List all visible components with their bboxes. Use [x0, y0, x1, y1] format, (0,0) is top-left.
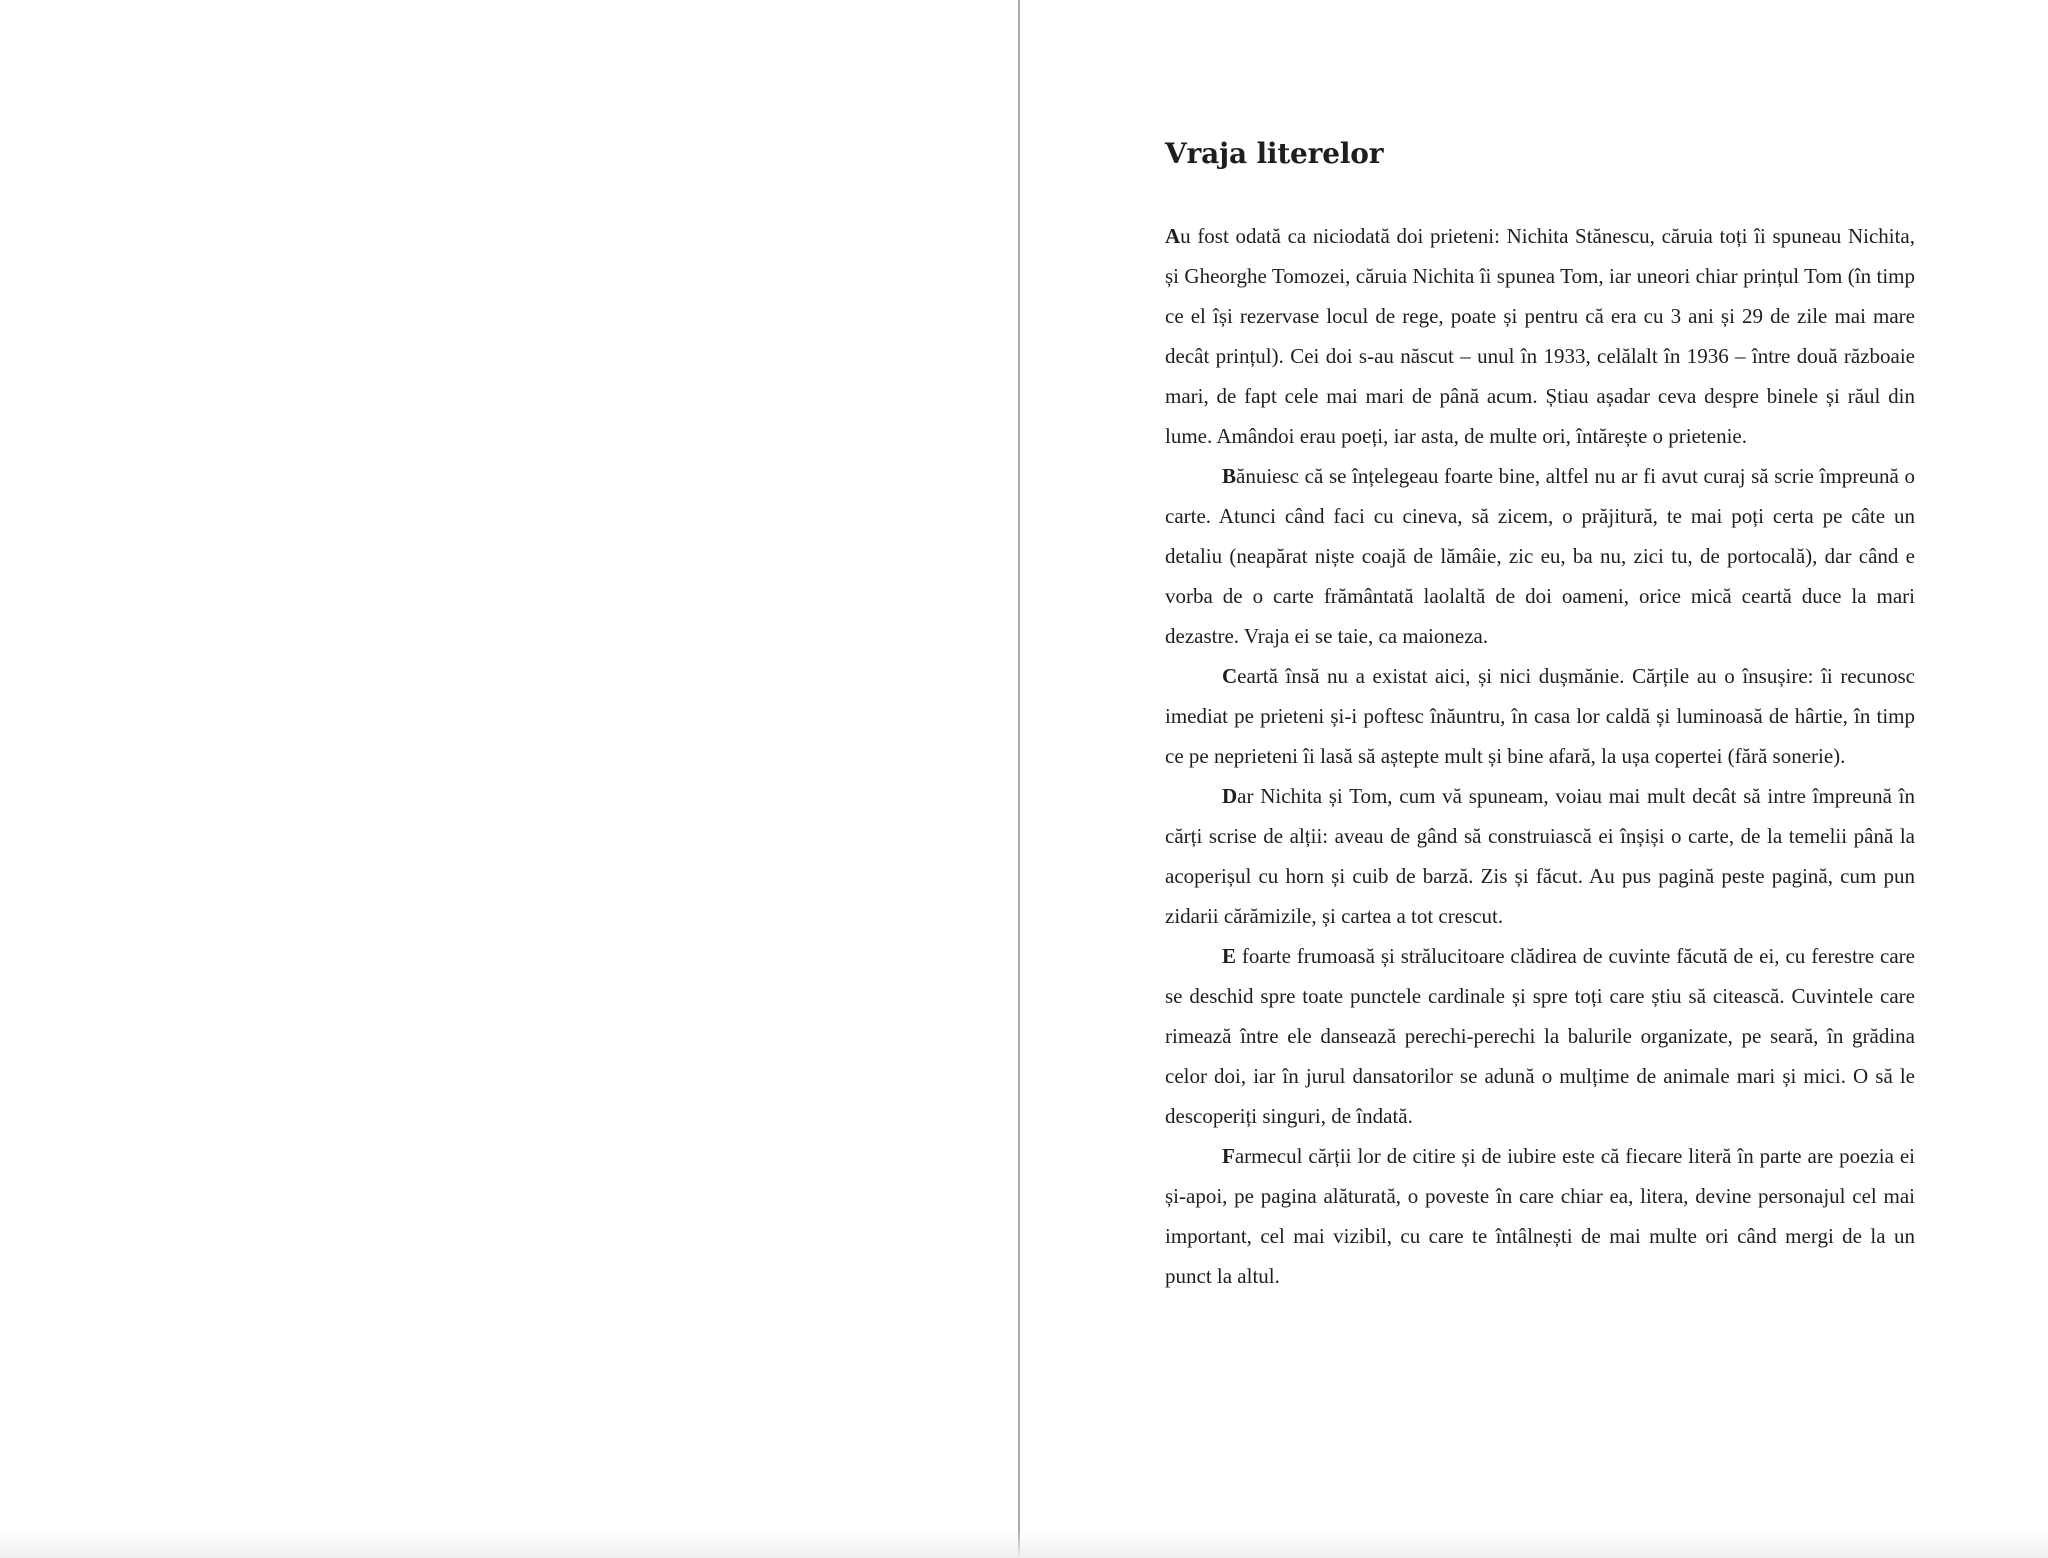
paragraph-3 [1165, 656, 1915, 776]
paragraph-text: armecul cărții lor de citire și de iubire este că fiecare literă în parte are poezia ei și-apoi, pe pagina alăturată, o poveste în care chiar ea, litera, devine personajul cel mai important, cel mai vizibil, cu care te întâlnești de mai multe ori când mergi de la un punct la altul. [1165, 1144, 1915, 1288]
chapter-title: Vraja literelor [1165, 137, 1384, 170]
paragraph-text: ănuiesc că se înțelegeau foarte bine, altfel nu ar fi avut curaj să scrie împreună o carte. Atunci când faci cu cineva, să zicem, o prăjitură, te mai poți certa pe câte un detaliu (neapărat niște coajă de lămâie, zic eu, ba nu, zici tu, de portocală), dar când e vorba de o carte frământată laolaltă de doi oameni, orice mică ceartă duce la mari dezastre. Vraja ei se taie, ca maioneza. [1165, 464, 1915, 648]
left-page-blank [0, 0, 1018, 1558]
paragraph-initial: A [1165, 224, 1181, 248]
paragraph-initial: E [1222, 944, 1237, 968]
paragraph-5 [1165, 936, 1915, 1136]
paragraph-1 [1165, 216, 1915, 456]
right-page [1020, 0, 2048, 1558]
paragraph-4 [1165, 776, 1915, 936]
paragraph-text: foarte frumoasă și strălucitoare clădirea de cuvinte făcută de ei, cu ferestre care se deschid spre toate punctele cardinale și spre toți care știu să citească. Cuvintele care rimează între ele dansează perechi-perechi la balurile organizate, pe seară, în grădina celor doi, iar în jurul dansatorilor se adună o mulțime de animale mari și mici. O să le descoperiți singuri, de îndată. [1165, 944, 1915, 1128]
paragraph-text: ar Nichita și Tom, cum vă spuneam, voiau mai mult decât să intre împreună în cărți scrise de alții: aveau de gând să construiască ei înșiși o carte, de la temelii până la acoperișul cu horn și cuib de barză. Zis și făcut. Au pus pagină peste pagină, cum pun zidarii cărămizile, și cartea a tot crescut. [1165, 784, 1915, 928]
paragraph-2 [1165, 456, 1915, 656]
paragraph-initial: C [1222, 664, 1238, 688]
paragraph-text: u fost odată ca niciodată doi prieteni: Nichita Stănescu, căruia toți îi spuneau Nichita, și Gheorghe Tomozei, căruia Nichita îi spunea Tom, iar uneori chiar prințul Tom (în timp ce el își rezervase locul de rege, poate și pentru că era cu 3 ani și 29 de zile mai mare decât prințul). Cei doi s-au născut – unul în 1933, celălalt în 1936 – între două războaie mari, de fapt cele mai mari de până acum. Știau așadar ceva despre binele și răul din lume. Amândoi erau poeți, iar asta, de multe ori, întărește o prietenie. [1165, 224, 1915, 448]
chapter-content [1165, 136, 1915, 1296]
paragraph-text: eartă însă nu a existat aici, și nici dușmănie. Cărțile au o însușire: îi recunosc imediat pe prieteni și-i poftesc înăuntru, în casa lor caldă și luminoasă de hârtie, în timp ce pe neprieteni îi lasă să aștepte mult și bine afară, la ușa copertei (fără sonerie). [1165, 664, 1915, 768]
paragraph-initial: F [1222, 1144, 1235, 1168]
paragraph-initial: B [1222, 464, 1237, 488]
paragraph-6 [1165, 1136, 1915, 1296]
paragraph-initial: D [1222, 784, 1238, 808]
